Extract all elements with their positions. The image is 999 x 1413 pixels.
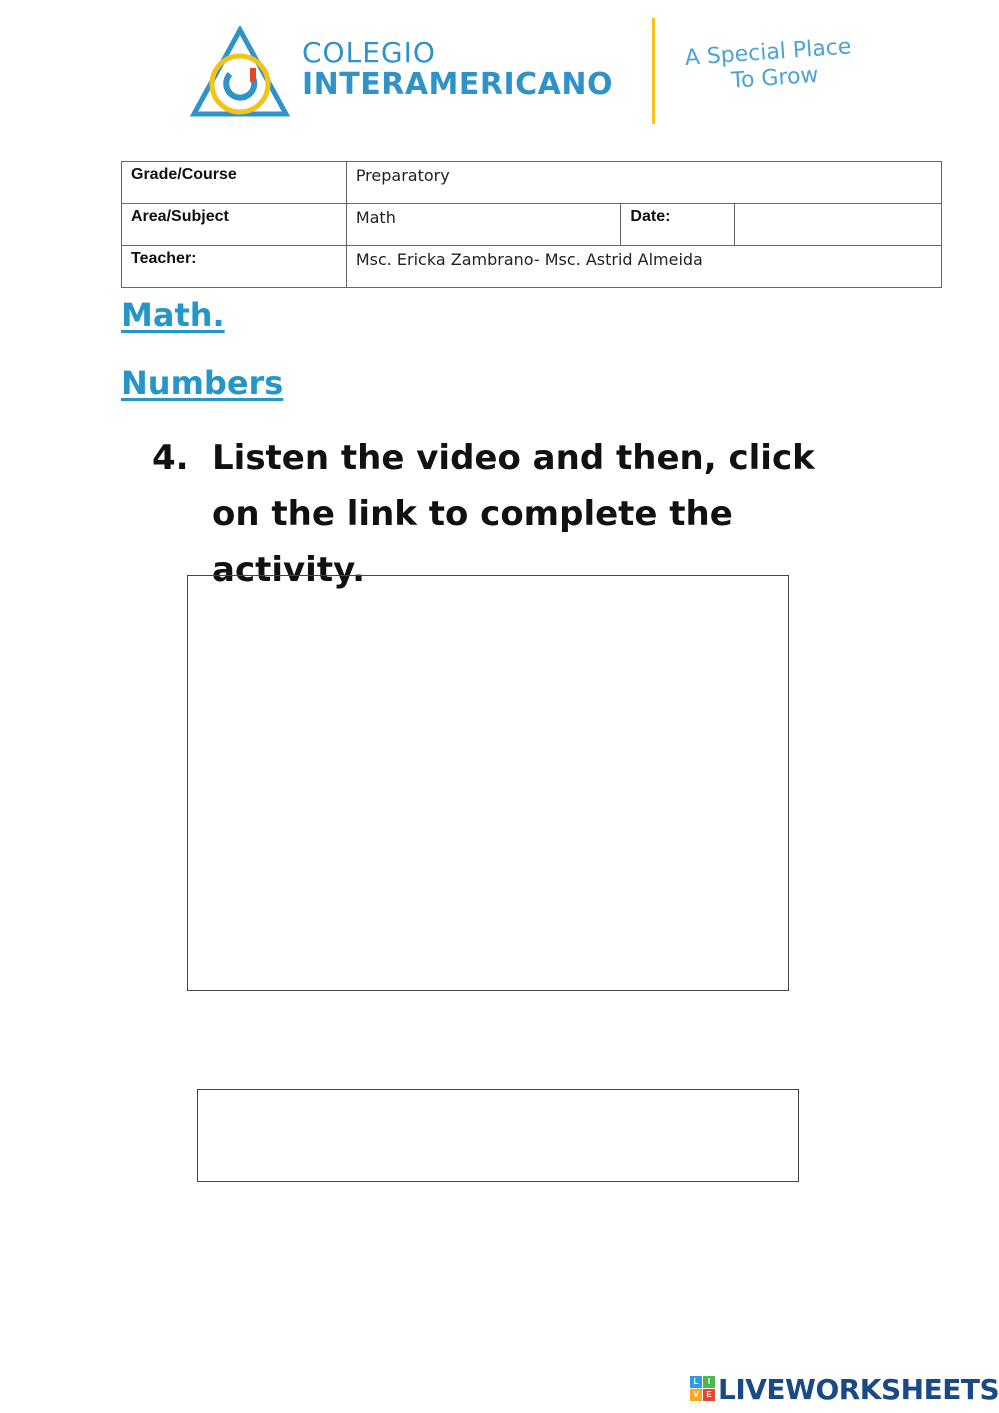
page-title: Math. (121, 296, 225, 334)
slogan-line2: To Grow (730, 62, 820, 94)
slogan-line1: A Special Place (684, 34, 853, 71)
date-label: Date: (621, 204, 735, 246)
table-row (122, 204, 942, 246)
date-value (735, 204, 942, 246)
teacher-value: Msc. Ericka Zambrano- Msc. Astrid Almeida (346, 246, 941, 288)
school-name-line2: INTERAMERICANO (302, 67, 613, 102)
activity-link-box[interactable] (197, 1089, 799, 1182)
teacher-label: Teacher: (122, 246, 347, 288)
grade-label: Grade/Course (122, 162, 347, 204)
school-emblem-icon (190, 26, 290, 121)
liveworksheets-logo (690, 1372, 999, 1406)
school-logo (190, 18, 880, 128)
subject-value: Math (346, 204, 621, 246)
table-row (122, 246, 942, 288)
liveworksheets-brand: LIVEWORKSHEETS (718, 1372, 999, 1406)
instruction-number: 4. (152, 438, 189, 478)
school-name-line1: COLEGIO (302, 36, 436, 69)
page-subtitle: Numbers (121, 364, 284, 402)
worksheet-info-table (121, 161, 942, 288)
instruction-text: Listen the video and then, click on the link to complete the activity. (212, 438, 815, 590)
school-slogan (684, 34, 854, 98)
instruction (152, 430, 852, 598)
logo-divider (652, 18, 655, 124)
video-frame[interactable] (187, 575, 789, 991)
subject-label: Area/Subject (122, 204, 347, 246)
table-row (122, 162, 942, 204)
liveworksheets-icon: L I V E (690, 1376, 716, 1402)
school-name (302, 38, 613, 102)
grade-value: Preparatory (346, 162, 941, 204)
